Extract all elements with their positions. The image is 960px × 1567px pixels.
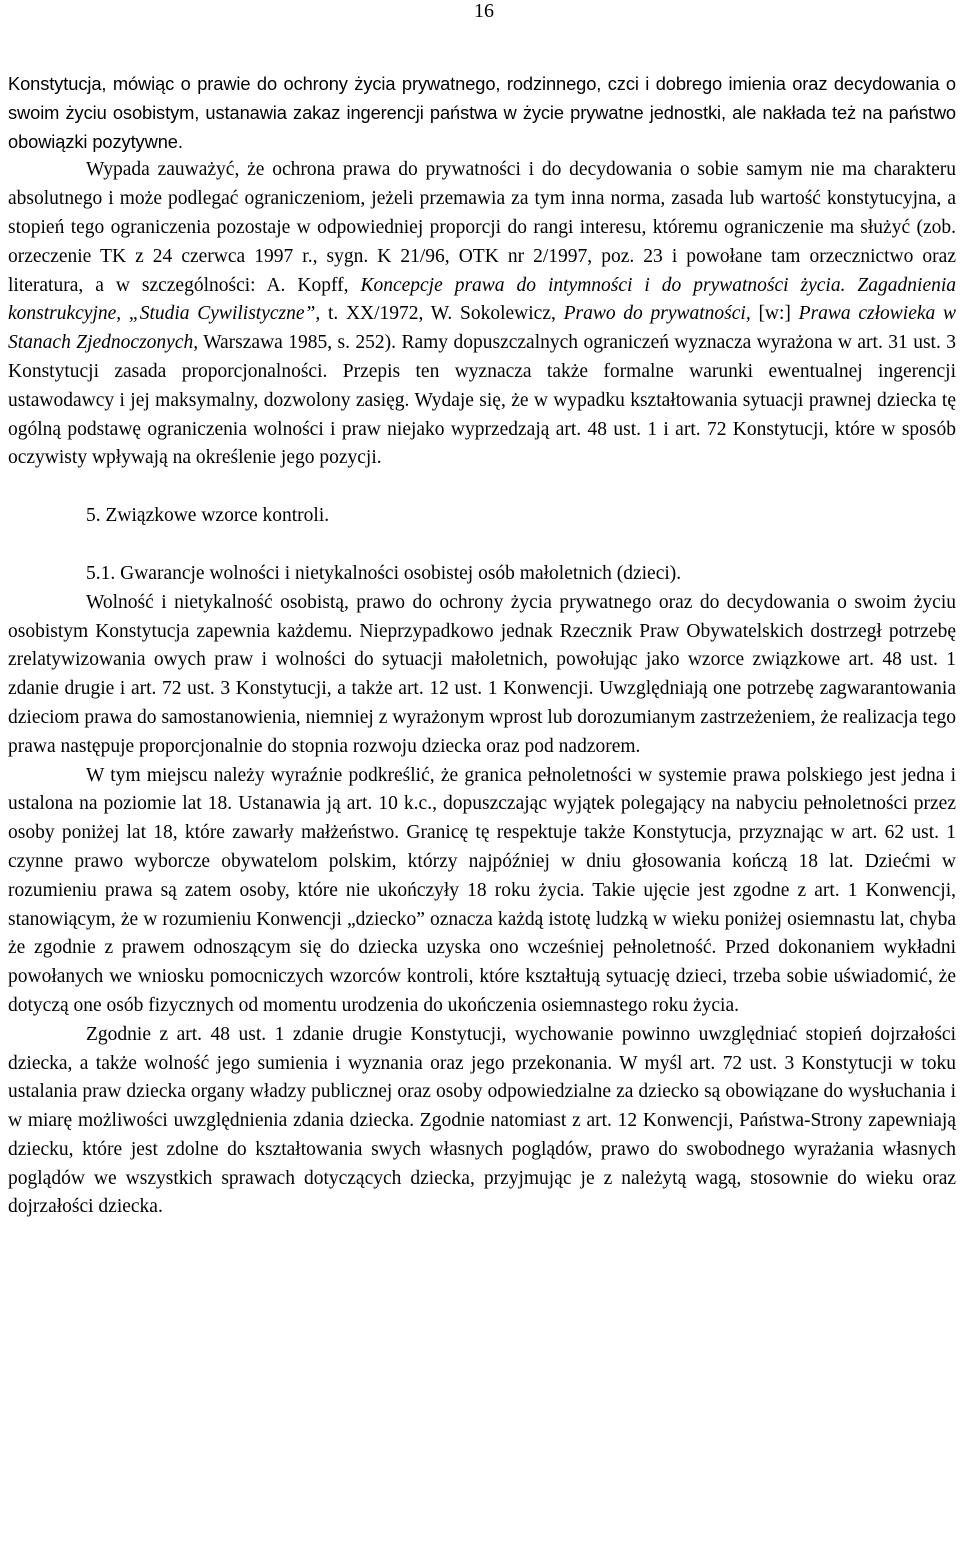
section-heading-5-1: 5.1. Gwarancje wolności i nietykalności osobistej osób małoletnich (dzieci). bbox=[86, 562, 682, 584]
p2-text-4: [w:] bbox=[758, 303, 791, 325]
document-body bbox=[8, 70, 956, 1222]
paragraph-upbringing: Zgodnie z art. 48 ust. 1 zdanie drugie Konstytucji, wychowanie powinno uwzględniać stopień dojrzałości dziecka, a także wolność jego sumienia i wyznania oraz jego przekonania. W myśl art. 72 ust. 3 Konstytucji w toku ustalania praw dziecka organy władzy publicznej oraz osoby odpowiedzialne za dziecko są obowiązane do wysłuchania i w miarę możliwości uwzględnienia zdania dziecka. Zgodnie natomiast z art. 12 Konwencji, Państwa-Strony zapewniają dziecku, które jest zdolne do kształtowania swych własnych poglądów, prawo do swobodnego wyrażania własnych poglądów we wszystkich sprawach dotyczących dziecka, przyjmując je z należytą wagą, stosownie do wieku oraz dojrzałości dziecka. bbox=[8, 1023, 956, 1218]
paragraph-intro: Konstytucja, mówiąc o prawie do ochrony życia prywatnego, rodzinnego, czci i dobrego imienia oraz decydowania o swoim życiu osobistym, ustanawia zakaz ingerencji państwa w życie prywatne jednostki, ale nakłada też na państwo obowiązki pozytywne. bbox=[8, 73, 956, 152]
paragraph-adulthood: W tym miejscu należy wyraźnie podkreślić, że granica pełnoletności w systemie prawa polskiego jest jedna i ustalona na poziomie lat 18. Ustanawia ją art. 10 k.c., dopuszczając wyjątek polegający na nabyciu pełnoletności przez osoby poniżej lat 18, które zawarły małżeństwo. Granicę tę respektuje także Konstytucja, przyznając w art. 62 ust. 1 czynne prawo wyborcze obywatelom polskim, którzy najpóźniej w dniu głosowania kończą 18 lat. Dziećmi w rozumieniu prawa są zatem osoby, które nie ukończyły 18 roku życia. Takie ujęcie jest zgodne z art. 1 Konwencji, stanowiącym, że w rozumieniu Konwencji „dziecko” oznacza każdą istotę ludzką w wieku poniżej osiemnastu lat, chyba że zgodnie z prawem odnoszącym się do dziecka uzyska ono wcześniej pełnoletność. Przed dokonaniem wykładni powołanych we wniosku pomocniczych wzorców kontroli, które kształtują sytuację dzieci, trzeba sobie uświadomić, że dotyczą one osób fizycznych od momentu urodzenia do ukończenia osiemnastego roku życia. bbox=[8, 764, 956, 1016]
p2-italic-2: Prawo do prywatności, bbox=[563, 303, 751, 325]
paragraph-freedom: Wolność i nietykalność osobistą, prawo do ochrony życia prywatnego oraz do decydowania o swoim życiu osobistym Konstytucja zapewnia każdemu. Nieprzypadkowo jednak Rzecznik Praw Obywatelskich dostrzegł potrzebę zrelatywizowania owych praw i wolności do sytuacji małoletnich, powołując jako wzorce związkowe art. 48 ust. 1 zdanie drugie i art. 72 ust. 3 Konstytucji, a także art. 12 ust. 1 Konwencji. Uwzględniają one potrzebę zagwarantowania dzieciom prawa do samostanowienia, niemniej z wyrażonym wprost lub dorozumianym zastrzeżeniem, że realizacja tego prawa następuje proporcjonalnie do stopnia rozwoju dziecka oraz pod nadzorem. bbox=[8, 591, 956, 757]
spacer bbox=[8, 473, 956, 502]
page-number: 16 bbox=[474, 0, 494, 22]
p2-text-3: t. XX/1972, W. Sokolewicz, bbox=[327, 303, 556, 325]
p2-italic-1: Koncepcje prawa do intymności i do prywatności życia. Zagadnienia konstrukcyjne, „Studia Cywilistyczne”, bbox=[8, 274, 957, 325]
p2-text-1: Wypada zauważyć, że ochrona prawa do prywatności i do decydowania o sobie samym nie ma charakteru absolutnego i może podlegać ograniczeniom, jeżeli przemawia za tym inna norma, zasada lub wartość konstytucyjna, a stopień tego ograniczenia pozostaje w odpowiedniej proporcji do rangi interesu, któremu ograniczenie ma służyć (zob. orzeczenie TK z 24 czerwca 1997 r., sygn. K 21/96, OTK nr 2/1997, poz. 23 i powołane tam orzecznictwo oraz literatura, a w szczególności: A. bbox=[8, 159, 956, 296]
p2-text-2: Kopff, bbox=[297, 274, 349, 296]
paragraph-limitations bbox=[8, 156, 956, 473]
section-heading-5: 5. Związkowe wzorce kontroli. bbox=[86, 505, 330, 527]
p2-text-5: Warszawa 1985, s. 252). Ramy dopuszczalnych ograniczeń wyznacza wyrażona w art. 31 ust. 3 Konstytucji zasada proporcjonalności. Przepis ten wyznacza także formalne warunki ewentualnej ingerencji ustawodawcy i jej maksymalny, dozwolony zasięg. Wydaje się, że w wypadku kształtowania sytuacji prawnej dziecka tę ogólną podstawę ograniczenia wolności i praw niejako wyprzedzają art. 48 ust. 1 i art. 72 Konstytucji, które w sposób oczywisty wpływają na określenie jego pozycji. bbox=[8, 332, 957, 469]
p2-italic-3: Prawa człowieka w Stanach Zjednoczonych, bbox=[8, 303, 956, 354]
spacer bbox=[8, 531, 956, 560]
